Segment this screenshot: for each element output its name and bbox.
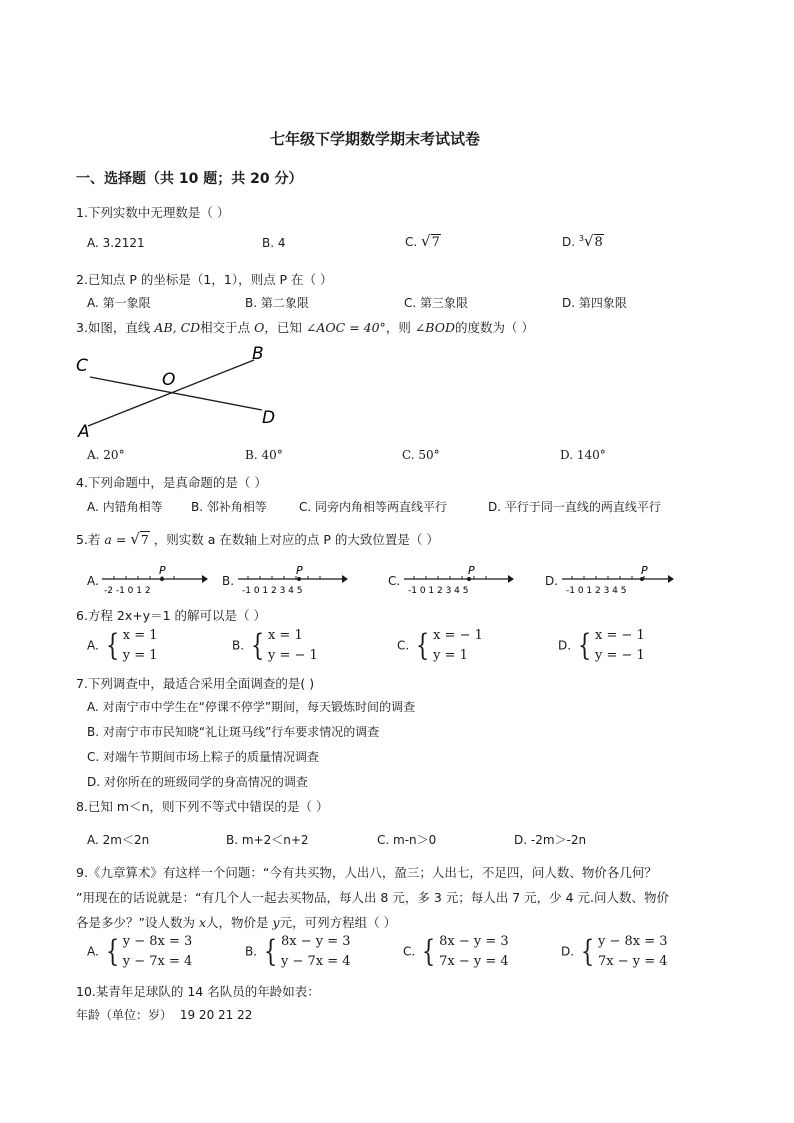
- q9-option-a[interactable]: [87, 932, 192, 972]
- q7-option-c[interactable]: C. 对端午节期间市场上粽子的质量情况调查: [87, 750, 320, 764]
- q3-stem: [76, 318, 534, 336]
- eq-row-1: y − 8x = 3: [122, 934, 193, 949]
- q3-stem-post: 的度数为（ ）: [454, 320, 534, 335]
- eq-row-1: x = 1: [122, 628, 158, 643]
- q6-option-a-label: A.: [87, 638, 99, 653]
- q5-equals: =: [111, 532, 131, 547]
- brace-icon: {: [263, 934, 278, 969]
- page-title: 七年级下学期数学期末考试试卷: [270, 130, 481, 148]
- q9-option-d[interactable]: [561, 932, 668, 972]
- q9-option-c-label: C.: [403, 944, 416, 959]
- label-a: A: [78, 422, 90, 440]
- section-heading: 一、选择题（共 10 题；共 20 分）: [76, 171, 303, 187]
- eq-row-2: 7x − y = 4: [439, 954, 509, 969]
- brace-icon: {: [421, 934, 436, 969]
- eq-row-1: x = − 1: [594, 628, 645, 643]
- q3-lines: AB, CD: [154, 320, 201, 335]
- q10-ages: 19 20 21 22: [179, 1008, 253, 1022]
- q9-var-y: y: [272, 915, 280, 930]
- eq-row-2: 7x − y = 4: [597, 954, 668, 969]
- q6-option-d[interactable]: [558, 626, 645, 666]
- q3-point-o: O: [254, 320, 265, 335]
- q6-option-b[interactable]: [232, 626, 318, 666]
- q3-angle-bod: ∠BOD: [414, 320, 455, 335]
- q3-option-d[interactable]: D. 140°: [560, 448, 606, 462]
- brace-icon: {: [105, 934, 119, 969]
- q1-option-d-value: 8: [594, 235, 603, 250]
- point-p: [467, 577, 471, 581]
- axis-arrow: [508, 575, 514, 583]
- q1-stem: 1.下列实数中无理数是（ ）: [76, 205, 230, 220]
- axis-arrow: [202, 575, 208, 583]
- q9-line3-mid: 人，物价是: [206, 915, 269, 930]
- eq-row-1: y − 8x = 3: [597, 934, 668, 949]
- q9-line-1: 9.《九章算术》有这样一个问题：“今有共买物，人出八，盈三；人出七，不足四，问人数、物价各几何？: [76, 865, 657, 880]
- sqrt-sign: √: [583, 232, 594, 250]
- q1-option-c-label: C.: [405, 235, 418, 249]
- eq-row-1: 8x − y = 3: [280, 934, 351, 949]
- q6-stem: 6.方程 2x+y＝1 的解可以是（ ）: [76, 608, 267, 623]
- q10-age-row: [76, 1006, 252, 1023]
- q9-line-2: ”用现在的话说就是：“有几个人一起去买物品，每人出 8 元，多 3 元；每人出 7 元，少 4 元.问人数、物价: [76, 890, 670, 905]
- q2-option-b[interactable]: B. 第二象限: [245, 296, 309, 310]
- q5-var-a: a: [104, 532, 112, 547]
- q8-option-d[interactable]: D. -2m＞-2n: [514, 833, 587, 847]
- label-c: C: [76, 356, 88, 376]
- brace-icon: {: [415, 628, 430, 663]
- eq-row-1: x = − 1: [433, 628, 483, 643]
- label-p: P: [641, 564, 648, 577]
- tick-labels: -1 0 1 2 3 4 5: [242, 586, 303, 596]
- q3-stem-mid2: ，已知: [264, 320, 302, 335]
- q9-line3-pre: 各是多少？”设人数为: [76, 915, 195, 930]
- cube-root-index: 3: [578, 234, 584, 243]
- q10-row-label: 年龄（单位：岁）: [76, 1008, 173, 1022]
- axis-arrow: [342, 575, 348, 583]
- q9-line-3: [76, 913, 396, 931]
- q5-stem-post: ，则实数 a 在数轴上对应的点 P 的大致位置是（ ）: [153, 532, 439, 547]
- brace-icon: {: [250, 628, 265, 663]
- q1-option-a[interactable]: A. 3.2121: [87, 236, 145, 250]
- q6-option-c[interactable]: [397, 626, 483, 666]
- q3-option-a[interactable]: A. 20°: [87, 448, 125, 462]
- q5-number-line-d: [560, 562, 678, 596]
- q8-stem: 8.已知 m＜n，则下列不等式中错误的是（ ）: [76, 799, 329, 814]
- q3-stem-mid3: ，则: [385, 320, 411, 335]
- brace-icon: {: [577, 628, 592, 663]
- q5-radicand: 7: [140, 532, 149, 547]
- q1-option-d-label: D.: [562, 235, 576, 249]
- brace-icon: {: [105, 628, 119, 663]
- label-b: B: [252, 344, 264, 364]
- q9-option-c[interactable]: [403, 932, 509, 972]
- q4-option-a[interactable]: A. 内错角相等: [87, 500, 163, 514]
- sqrt-sign: √: [130, 530, 140, 548]
- q5-option-a-label[interactable]: A.: [87, 574, 99, 588]
- axis-arrow: [668, 575, 674, 583]
- q5-option-c-label[interactable]: C.: [388, 574, 401, 588]
- label-p: P: [296, 564, 303, 577]
- q4-stem: 4.下列命题中，是真命题的是（ ）: [76, 475, 267, 490]
- q8-option-c[interactable]: C. m-n＞0: [377, 833, 437, 847]
- q9-line3-post: 元，可列方程组（ ）: [279, 915, 397, 930]
- q2-stem: 2.已知点 P 的坐标是（1，1），则点 P 在（ ）: [76, 272, 333, 287]
- point-p: [640, 577, 644, 581]
- q9-option-b-label: B.: [245, 944, 258, 959]
- point-p: [297, 577, 301, 581]
- label-o: O: [162, 370, 176, 390]
- q9-option-b[interactable]: [245, 932, 351, 972]
- q5-number-line-c: [402, 562, 518, 596]
- q3-option-c[interactable]: C. 50°: [402, 448, 440, 462]
- q7-option-d[interactable]: D. 对你所在的班级同学的身高情况的调查: [87, 775, 308, 789]
- q5-stem: [76, 530, 439, 548]
- q9-option-a-label: A.: [87, 944, 99, 959]
- q3-figure: [70, 340, 290, 440]
- eq-row-2: y − 7x = 4: [280, 954, 351, 969]
- q4-option-d[interactable]: D. 平行于同一直线的两直线平行: [488, 500, 661, 514]
- q2-option-a[interactable]: A. 第一象限: [87, 296, 151, 310]
- q8-option-a[interactable]: A. 2m＜2n: [87, 833, 150, 847]
- q5-stem-pre: 5.若: [76, 532, 101, 547]
- eq-row-2: y − 7x = 4: [122, 954, 193, 969]
- eq-row-1: x = 1: [267, 628, 303, 643]
- q6-option-c-label: C.: [397, 638, 410, 653]
- eq-row-2: y = − 1: [267, 648, 318, 663]
- label-p: P: [468, 564, 475, 577]
- tick-labels: -1 0 1 2 3 4 5: [566, 586, 627, 596]
- q5-option-d-label[interactable]: D.: [545, 574, 559, 588]
- q5-number-line-b: [236, 562, 352, 596]
- q3-stem-mid: 相交于点: [200, 320, 251, 335]
- q7-option-a[interactable]: A. 对南宁市中学生在“停课不停学”期间，每天锻炼时间的调查: [87, 700, 416, 714]
- label-d: D: [262, 408, 276, 428]
- q1-option-d[interactable]: [562, 232, 604, 250]
- eq-row-2: y = − 1: [594, 648, 645, 663]
- q1-option-b[interactable]: B. 4: [262, 236, 286, 250]
- label-p: P: [159, 564, 166, 577]
- point-p: [160, 577, 164, 581]
- line-cd: [90, 377, 262, 410]
- tick-labels: -1 0 1 2 3 4 5: [408, 586, 469, 596]
- q1-option-c[interactable]: [405, 232, 441, 250]
- q5-option-b-label[interactable]: B.: [222, 574, 235, 588]
- eq-row-2: y = 1: [433, 648, 468, 663]
- q1-option-c-value: 7: [431, 235, 440, 250]
- q9-var-x: x: [198, 915, 207, 930]
- q10-stem: 10.某青年足球队的 14 名队员的年龄如表：: [76, 984, 320, 999]
- q2-option-d[interactable]: D. 第四象限: [562, 296, 627, 310]
- eq-row-1: 8x − y = 3: [439, 934, 509, 949]
- q7-stem: 7.下列调查中，最适合采用全面调查的是( ): [76, 676, 315, 691]
- tick-labels: -2 -1 0 1 2: [104, 586, 151, 596]
- q6-option-a[interactable]: [87, 626, 158, 666]
- q2-option-c[interactable]: C. 第三象限: [404, 296, 469, 310]
- q8-option-b[interactable]: B. m+2＜n+2: [226, 833, 309, 847]
- sqrt-sign: √: [421, 232, 431, 250]
- eq-row-2: y = 1: [122, 648, 158, 663]
- q4-option-c[interactable]: C. 同旁内角相等两直线平行: [299, 500, 448, 514]
- q3-stem-pre: 3.如图，直线: [76, 320, 151, 335]
- q6-option-d-label: D.: [558, 638, 572, 653]
- q6-option-b-label: B.: [232, 638, 245, 653]
- q7-option-b[interactable]: B. 对南宁市市民知晓“礼让斑马线”行车要求情况的调查: [87, 725, 380, 739]
- q4-option-b[interactable]: B. 邻补角相等: [191, 500, 267, 514]
- q3-angle-aoc: ∠AOC = 40°: [305, 320, 386, 335]
- q5-number-line-a: [100, 562, 210, 596]
- q9-option-d-label: D.: [561, 944, 575, 959]
- q3-option-b[interactable]: B. 40°: [245, 448, 283, 462]
- brace-icon: {: [580, 934, 595, 969]
